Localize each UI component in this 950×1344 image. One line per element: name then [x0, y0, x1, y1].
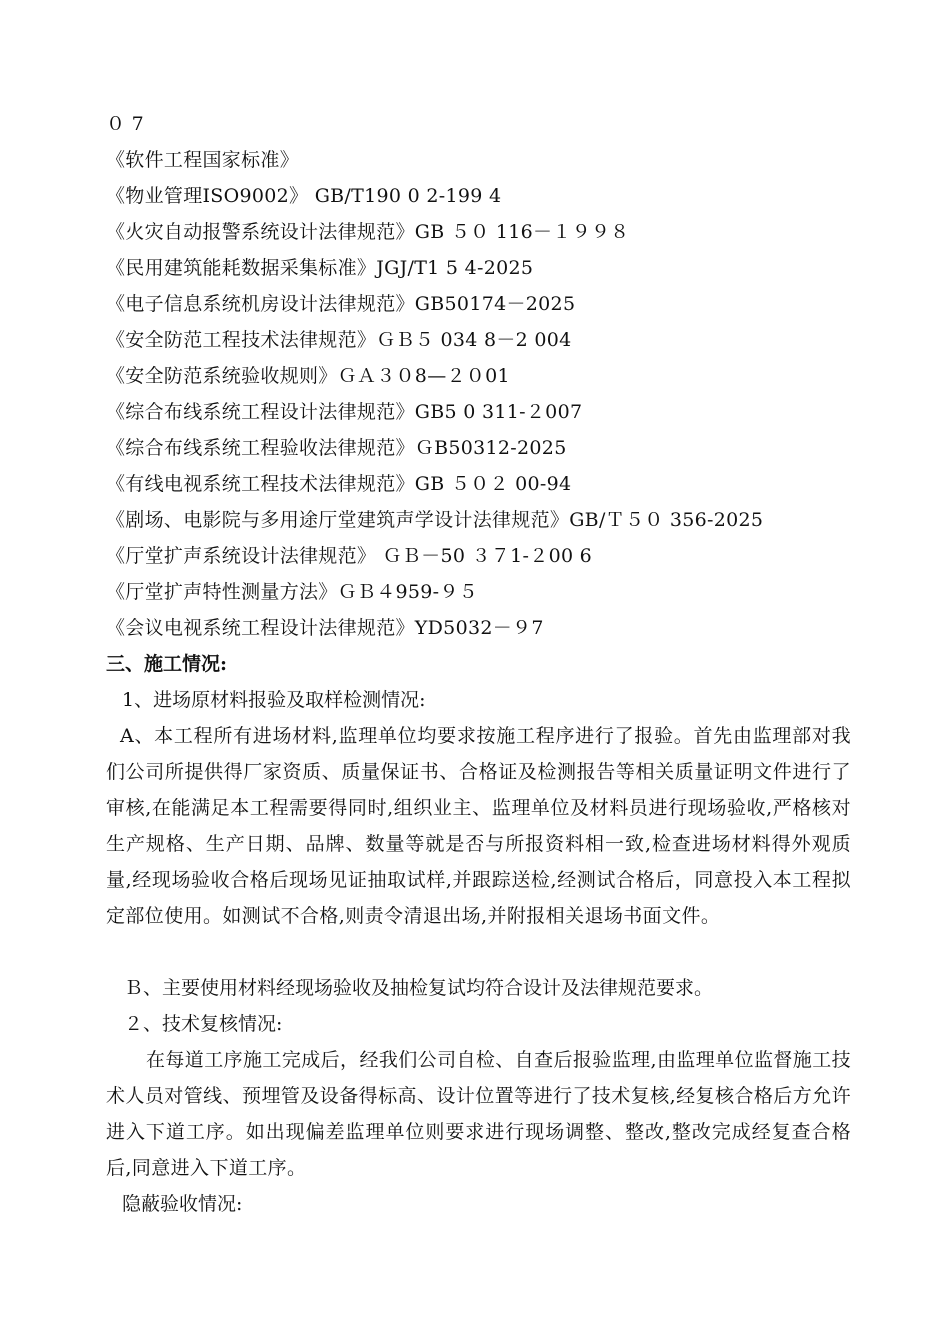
- standard-line-cabling-design: 《综合布线系统工程设计法律规范》GB5 0 311-２007: [106, 401, 583, 423]
- standard-line-property: 《物业管理ISO9002》 GB/T190 0 2-199 4: [106, 185, 502, 207]
- standard-line-fire-alarm: 《火灾自动报警系统设计法律规范》GB ５０ 116－１９９８: [106, 221, 630, 243]
- standard-line-software: 《软件工程国家标准》: [106, 149, 300, 171]
- standard-line-security-acceptance: 《安全防范系统验收规则》ＧＡ３０8—２０01: [106, 365, 510, 387]
- paragraph-a: A、本工程所有进场材料,监理单位均要求按施工程序进行了报验。首先由监理部对我们公司所提供得厂家资质、质量保证书、合格证及检测报告等相关质量证明文件进行了审核,在能满足本工程需要得同时,组织业主、监理单位及材料员进行现场验收,严格核对生产规格、生产日期、品牌、数量等就是否与所报资料相一致,检查进场材料得外观质量,经现场验收合格后现场见证抽取试样,并跟踪送检,经测试合格后，同意投入本工程拟定部位使用。如测试不合格,则责令清退出场,并附报相关退场书面文件。: [106, 725, 851, 927]
- standard-line-fragment: ０ 7: [106, 113, 145, 135]
- paragraph-c: 在每道工序施工完成后，经我们公司自检、自查后报验监理,由监理单位监督施工技术人员对管线、预埋管及设备得标高、设计位置等进行了技术复核,经复核合格后方允许进入下道工序。如出现偏差监理单位则要求进行现场调整、整改,整改完成经复查合格后,同意进入下道工序。: [106, 1049, 851, 1179]
- subheading-technical-review: ２、技术复核情况:: [124, 1013, 283, 1035]
- standard-line-cable-tv: 《有线电视系统工程技术法律规范》GB ５０２ 00-94: [106, 473, 572, 495]
- standard-line-security-tech: 《安全防范工程技术法律规范》ＧＢ５ 034 8－2 004: [106, 329, 572, 351]
- section-heading: 三、施工情况:: [106, 653, 228, 675]
- subheading-concealed-acceptance: 隐蔽验收情况:: [122, 1193, 243, 1215]
- standard-line-energy: 《民用建筑能耗数据采集标准》JGJ/T1 5 4-2025: [106, 257, 534, 279]
- standard-line-cabling-acceptance: 《综合布线系统工程验收法律规范》ＧB50312-2025: [106, 437, 567, 459]
- paragraph-b: Ｂ、主要使用材料经现场验收及抽检复试均符合设计及法律规范要求。: [124, 977, 714, 999]
- standard-line-sound-design: 《厅堂扩声系统设计法律规范》 ＧＢ－50 ３７1-２00 6: [106, 545, 593, 567]
- subheading-materials: 1、进场原材料报验及取样检测情况:: [122, 689, 426, 711]
- standard-line-machine-room: 《电子信息系统机房设计法律规范》GB50174－2025: [106, 293, 576, 315]
- standard-line-video-conf: 《会议电视系统工程设计法律规范》YD5032－９7: [106, 617, 544, 639]
- standard-line-acoustics: 《剧场、电影院与多用途厅堂建筑声学设计法律规范》GB/Ｔ５０ 356-2025: [106, 509, 764, 531]
- standard-line-sound-measure: 《厅堂扩声特性测量方法》ＧＢ４959-９５: [106, 581, 478, 603]
